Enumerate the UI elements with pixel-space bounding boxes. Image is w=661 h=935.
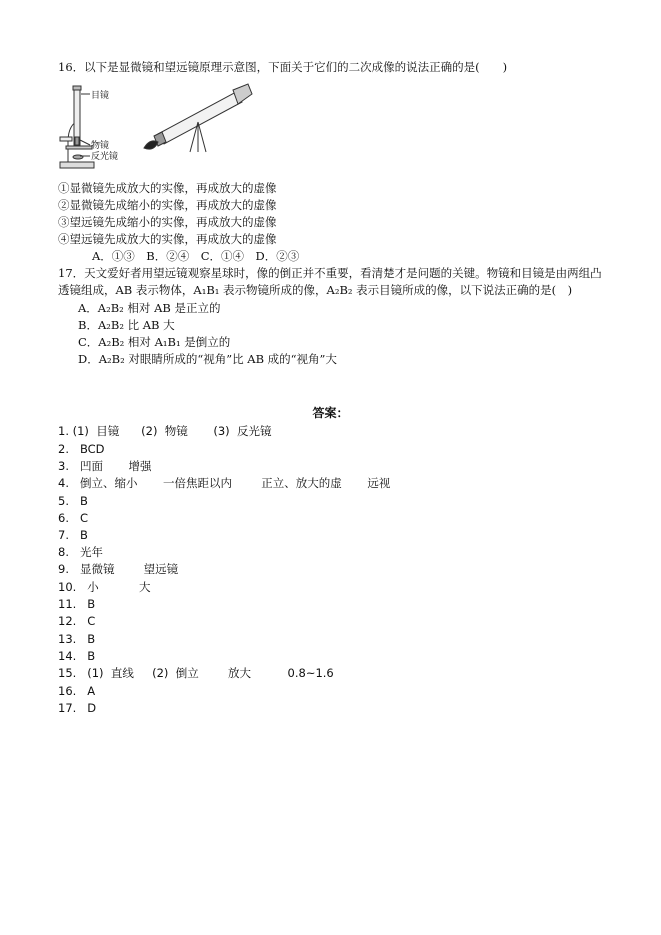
q17-option-c: C．A₂B₂ 相对 A₁B₁ 是倒立的 (78, 335, 231, 349)
answer-line: 1. (1) 目镜 (2) 物镜 (3) 反光镜 (58, 424, 272, 438)
telescope-drawing (144, 84, 252, 152)
answer-line: 17. D (58, 701, 97, 715)
q17-stem-line-2: 透镜组成，AB 表示物体，A₁B₁ 表示物镜所成的像，A₂B₂ 表示目镜所成的像，以下说法正确的是( ) (58, 283, 573, 297)
answer-line: 11. B (58, 597, 96, 611)
q17-stem-line-1: 17．天文爱好者用望远镜观察星球时，像的倒正并不重要，看清楚才是问题的关键。物镜和目镜是由两组凸 (58, 266, 602, 280)
q17-option-d: D．A₂B₂ 对眼睛所成的“视角”比 AB 成的“视角”大 (78, 352, 337, 366)
q17-option-b: B．A₂B₂ 比 AB 大 (78, 318, 175, 332)
q16-stem: 16．以下是显微镜和望远镜原理示意图，下面关于它们的二次成像的说法正确的是( ) (58, 60, 508, 74)
answer-line: 10. 小 大 (58, 580, 151, 594)
answer-line: 4. 倒立、缩小 一倍焦距以内 正立、放大的虚 远视 (58, 476, 391, 490)
q16-statement-3: ③望远镜先成缩小的实像，再成放大的虚像 (58, 215, 277, 229)
answer-line: 16. A (58, 684, 96, 698)
answers-title: 答案： (312, 406, 349, 420)
answer-line: 8. 光年 (58, 545, 103, 559)
answer-line: 3. 凹面 增强 (58, 459, 152, 473)
answer-line: 15. (1) 直线 (2) 倒立 放大 0.8~1.6 (58, 666, 334, 680)
q16-statement-1: ①显微镜先成放大的实像，再成放大的虚像 (58, 181, 277, 195)
q16-statement-4: ④望远镜先成放大的实像，再成放大的虚像 (58, 232, 277, 246)
q17-option-a: A．A₂B₂ 相对 AB 是正立的 (78, 301, 221, 315)
answer-line: 14. B (58, 649, 96, 663)
answer-line: 13. B (58, 632, 96, 646)
answer-line: 6. C (58, 511, 88, 525)
microscope-drawing (60, 86, 94, 168)
answer-line: 12. C (58, 614, 96, 628)
label-objective: 物镜 (91, 141, 110, 151)
answer-line: 2. BCD (58, 442, 105, 456)
answer-line: 7. B (58, 528, 88, 542)
answer-line: 9. 显微镜 望远镜 (58, 562, 179, 576)
label-eyepiece: 目镜 (91, 91, 110, 101)
answer-line: 5. B (58, 494, 88, 508)
q16-options: A．①③ B．②④ C．①④ D．②③ (92, 249, 300, 263)
q16-statement-2: ②显微镜先成缩小的实像，再成放大的虚像 (58, 198, 277, 212)
label-mirror: 反光镜 (91, 152, 119, 162)
microscope-telescope-diagram (58, 82, 253, 170)
